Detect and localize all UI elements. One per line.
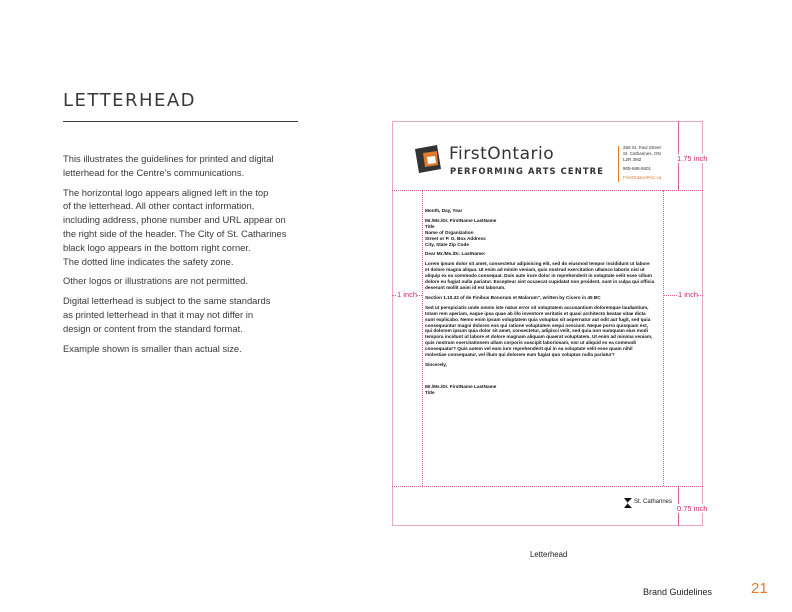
dim-label-bottom: 0.75 inch (677, 504, 708, 513)
safety-line-left (422, 190, 423, 486)
st-catharines-logo-icon (623, 497, 633, 509)
letter-paragraph: Section 1.10.32 of de Finibus Bonorum et Malorum", written by Cicero in 45 BC (425, 294, 601, 300)
logo-subtitle: PERFORMING ARTS CENTRE (450, 166, 605, 176)
paragraph: Digital letterhead is subject to the same standards as printed letterhead in that it may not differ in design or content from the standard format. (63, 295, 271, 334)
figure-caption: Letterhead (530, 550, 568, 559)
phone: 905-688-5601 (623, 166, 652, 171)
safety-line-right (663, 190, 664, 486)
address-line: L2R 3M2 (623, 157, 642, 162)
letter-paragraph: Sed ut perspiciatis unde omnis iste natus error sit voluptatem accusantium doloremque laudantium, totam rem aperiam, eaque ipsa quae ab illo inventore veritatis et quasi architecto beatae vitae dicta sunt explicabo. Nemo enim ipsam voluptatem quia voluptas sit aspernatur aut odit aut fugit, sed quia consequuntur magni dolores eos qui ratione voluptatem sequi nesciunt. Neque porro quisquam est, qui dolorem ipsum quia dolor sit amet, consectetur, adipisci velit, sed quia non numquam eius modi tempora incidunt ut labore et dolore magnam aliquam quaerat voluptatem. Ut enim ad minima veniam, quis nostrum exercitationem ullam corporis suscipit laboriosam, nisi ut aliquid ex ea commodi consequatur? Quis autem vel eum iure reprehenderit qui in ea voluptate velit esse quam nihil molestiae consequatur, vel illum qui dolorem eum fugiat quo voluptas nulla pariatur? (425, 304, 653, 358)
dim-label-right: 1 inch (678, 290, 699, 299)
paragraph: Example shown is smaller than actual size. (63, 342, 242, 354)
letter-paragraph: Lorem ipsum dolor sit amet, consectetur adipisicing elit, sed do eiusmod tempor incididunt ut labore et dolore magna aliqua. Ut enim ad minim veniam, quis nostrud exercitation ullamco laboris nisi ut aliquip ex ea commodo consequat. Duis aute irure dolor in reprehenderit in voluptate velit esse cillum dolore eu fugiat nulla pariatur. Excepteur sint occaecat cupidatat non proident, sunt in culpa qui officia deserunt mollit anim id est laborum. (425, 261, 655, 290)
letter-salutation: Dear Mr./Ms./Dr. LastName: (425, 251, 486, 257)
safety-line-bottom (392, 486, 703, 487)
logo-wordmark: FirstOntario (449, 144, 555, 164)
city-logo-text: St. Catharines (634, 499, 673, 505)
letter-recipient: Mr./Ms./Dr. FirstName LastName Title Name of Organization Street or P. O. Box Address City, State Zip Code (425, 217, 497, 247)
letter-signature: Mr./Ms./Dr. FirstName LastName Title (425, 383, 497, 395)
dim-label-left: 1 inch (397, 290, 418, 299)
address-line: 250 St. Paul Street (623, 145, 661, 150)
contact-block (623, 145, 661, 181)
paragraph: This illustrates the guidelines for printed and digital letterhead for the Centre’s communications. (63, 153, 274, 178)
page-title: LETTERHEAD (63, 90, 197, 111)
website-url: FirstOntarioPAC.ca (623, 175, 662, 180)
safety-line-top (392, 190, 703, 191)
description (63, 152, 303, 361)
dim-label-top: 1.75 inch (677, 154, 708, 163)
title-divider (63, 121, 298, 122)
letter-closing: Sincerely, (425, 361, 447, 367)
footer-label: Brand Guidelines (643, 587, 713, 597)
page-number: 21 (751, 580, 768, 597)
letter-body (425, 208, 655, 400)
paragraph: The horizontal logo appears aligned left in the top of the letterhead. All other contact information, including address, phone number and URL appear on the right side of the header. The City of St. Catharines black logo appears in the bottom right corner. The dotted line indicates the safety zone. (63, 186, 287, 267)
address-line: St. Catharines, ON (623, 151, 661, 156)
letter-date: Month, Day, Year (425, 208, 463, 213)
paragraph: Other logos or illustrations are not permitted. (63, 275, 248, 287)
address-divider (618, 146, 619, 182)
